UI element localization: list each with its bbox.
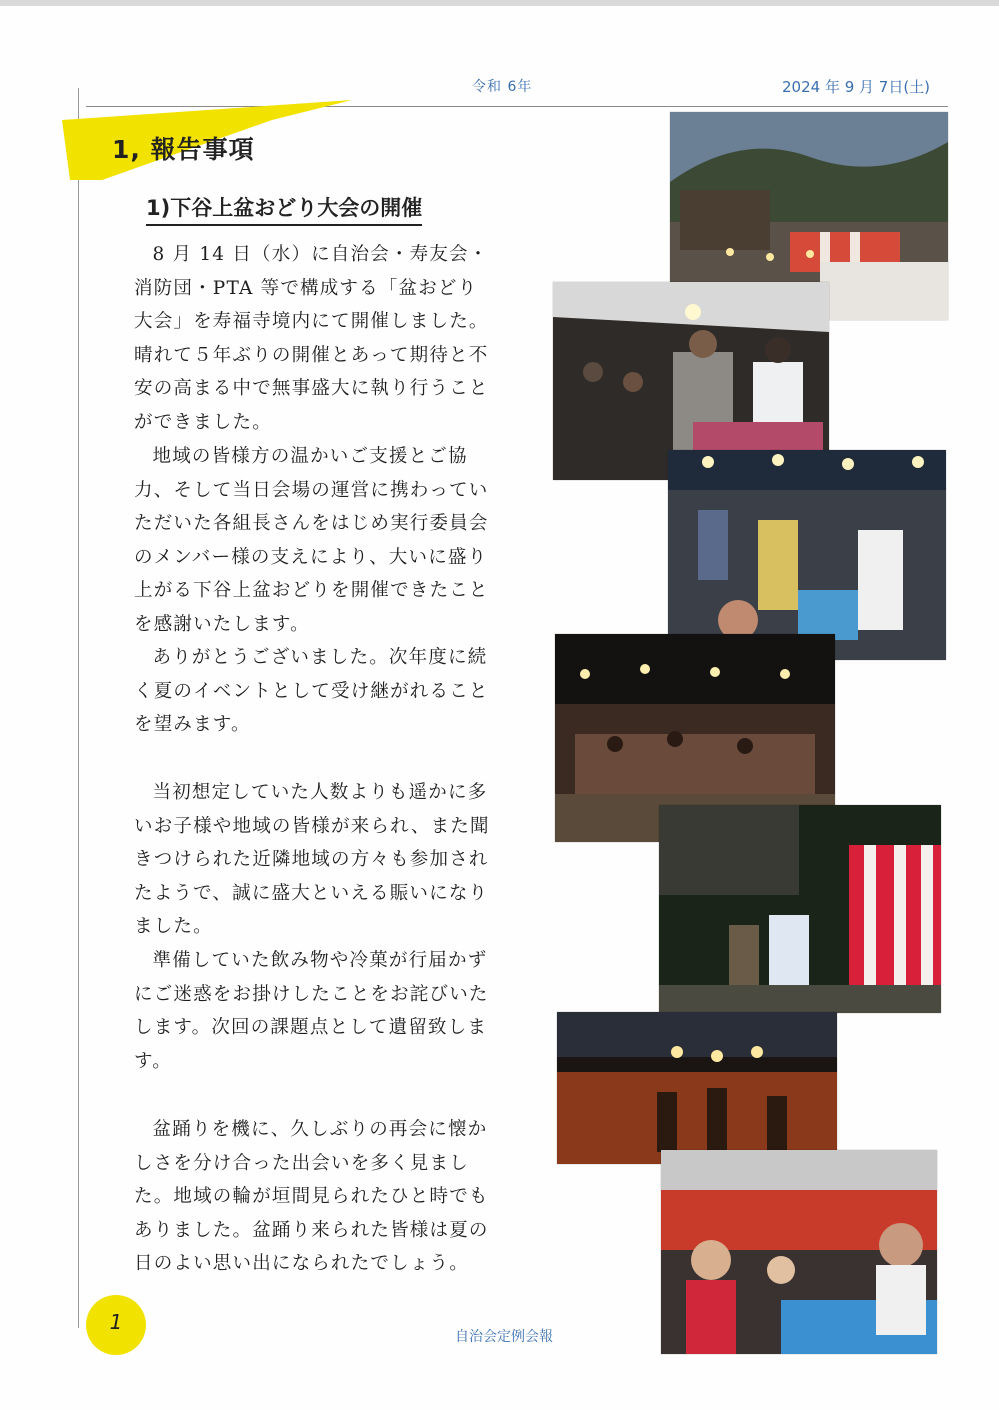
red-white-curtain-photo [659, 805, 941, 1013]
paragraph: 地域の皆様方の温かいご支援とご協力、そして当日会場の運営に携わっていただいた各組長さんをはじめ実行委員会のメンバー様の支えにより、大いに盛り上がる下谷上盆おどりを開催できたことを感謝いたします。 [134, 446, 489, 635]
children-stall-photo [661, 1150, 937, 1354]
paragraph: 準備していた飲み物や冷菓が行届かずにご迷惑をお掛けしたことをお詫びいたします。次回の課題点として遺留致します。 [134, 950, 489, 1072]
article-title: 1)下谷上盆おどり大会の開催 [146, 192, 422, 226]
paragraph: 当初想定していた人数よりも遥かに多いお子様や地域の皆様が来られ、また聞きつけられた近隣地域の方々も参加されたようで、誠に盛大といえる賑いになりました。 [134, 782, 490, 938]
dancing-night-photo [557, 1012, 837, 1164]
crowd-lanterns-photo [668, 450, 946, 660]
paragraph: 8 月 14 日（水）に自治会・寿友会・消防団・PTA 等で構成する「盆おどり大会」を寿福寺境内にて開催しました。晴れて５年ぶりの開催とあって期待と不安の高まる中で無事盛大に執り行うことができました。 [134, 244, 489, 433]
paragraph: ありがとうございました。次年度に続く夏のイベントとして受け継がれることを望みます。 [134, 647, 489, 736]
header-era: 令和 6年 [472, 79, 533, 95]
section-title: 1, 報告事項 [112, 135, 255, 164]
publication-name: 自治会定例会報 [455, 1329, 553, 1345]
left-margin-rule [78, 88, 79, 1328]
header-date: 2024 年 9 月 7日(土) [782, 78, 931, 96]
page-number: 1 [109, 1310, 123, 1334]
paragraph: 盆踊りを機に、久しぶりの再会に懐かしさを分け合った出会いを多く見ました。地域の輪が垣間見られたひと時でもありました。盆踊り来られた皆様は夏の日のよい思い出になられたでしょう。 [134, 1119, 489, 1275]
scan-edge [0, 0, 999, 6]
